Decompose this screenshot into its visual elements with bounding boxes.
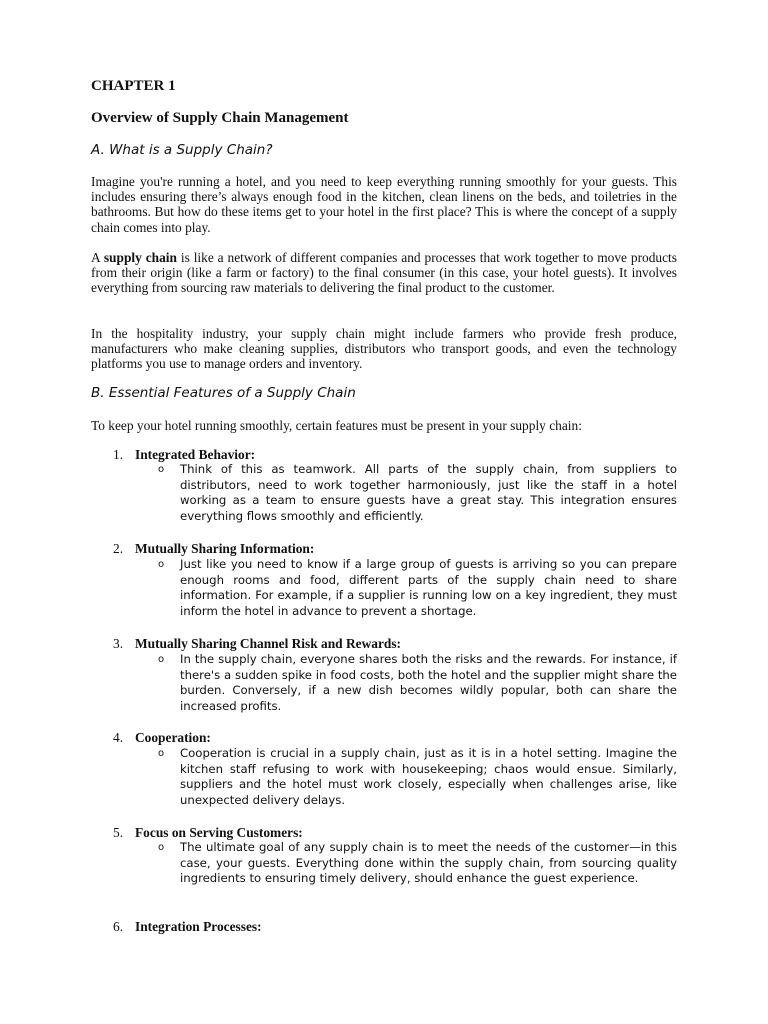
list-item-text: Cooperation is crucial in a supply chain, just as it is in a hotel setting. Imagine the kitchen staff refusing to work with housekeeping; chaos would ensue. Similarly, suppliers and the hotel must work closely, especially when challenges arise, like unexpected delivery delays.	[180, 746, 677, 808]
bullet-icon: o	[158, 748, 165, 759]
list-item-title	[113, 636, 401, 652]
list-item-text: In the supply chain, everyone shares both the risks and the rewards. For instance, if there's a sudden spike in food costs, both the hotel and the supplier might share the burden. Conversely, if a new dish becomes wildly popular, both can share the increased profits.	[180, 652, 677, 714]
bullet-icon: o	[158, 559, 165, 570]
list-item-heading: Mutually Sharing Channel Risk and Rewards:	[135, 636, 402, 651]
list-item-number: 4.	[113, 730, 124, 745]
list-item-number: 2.	[113, 541, 124, 556]
paragraph-2-rest: is like a network of different companies and processes that work together to move products from their origin (like a farm or factory) to the final consumer (in this case, your hotel guests). It involves everything from sourcing raw materials to delivering the final product to the customer.	[91, 250, 677, 296]
list-item-number: 5.	[113, 825, 124, 840]
section-b-heading: B. Essential Features of a Supply Chain	[91, 385, 356, 401]
list-item-number: 6.	[113, 919, 124, 934]
list-item-heading: Integration Processes:	[135, 919, 262, 934]
list-item-text: The ultimate goal of any supply chain is to meet the needs of the customer—in this case, your guests. Everything done within the supply chain, from sourcing quality ingredients to ensuring timely delivery, should enhance the guest experience.	[180, 840, 677, 886]
page-title: Overview of Supply Chain Management	[91, 110, 349, 126]
bullet-icon: o	[158, 842, 165, 853]
section-a-paragraph-1: Imagine you're running a hotel, and you need to keep everything running smoothly for your guests. This includes ensuring there’s always enough food in the kitchen, clean linens on the beds, and toiletries in the bathrooms. But how do these items get to your hotel in the first place? This is where the concept of a supply chain comes into play.	[91, 174, 677, 235]
list-item-title	[113, 447, 255, 463]
section-a-heading: A. What is a Supply Chain?	[91, 142, 273, 158]
list-item-title	[113, 730, 211, 746]
bullet-icon: o	[158, 654, 165, 665]
section-a-paragraph-3: In the hospitality industry, your supply chain might include farmers who provide fresh produce, manufacturers who make cleaning supplies, distributors who transport goods, and even the technology platforms you use to manage orders and inventory.	[91, 326, 677, 372]
list-item-title	[113, 919, 262, 935]
list-item-title	[113, 541, 314, 557]
bullet-icon: o	[158, 464, 165, 475]
list-item-number: 1.	[113, 447, 124, 462]
list-item-number: 3.	[113, 636, 124, 651]
list-item-heading: Integrated Behavior:	[135, 447, 256, 462]
chapter-heading: CHAPTER 1	[91, 78, 176, 94]
list-item-heading: Focus on Serving Customers:	[135, 825, 303, 840]
section-b-intro: To keep your hotel running smoothly, certain features must be present in your supply chain:	[91, 418, 582, 433]
list-item-text: Just like you need to know if a large group of guests is arriving so you can prepare enough rooms and food, different parts of the supply chain need to share information. For example, if a supplier is running low on a key ingredient, they must inform the hotel in advance to prevent a shortage.	[180, 557, 677, 619]
section-a-paragraph-2	[91, 250, 677, 296]
supply-chain-term: supply chain	[103, 250, 177, 265]
list-item-heading: Mutually Sharing Information:	[135, 541, 315, 556]
list-item-heading: Cooperation:	[135, 730, 211, 745]
paragraph-2-prefix: A	[91, 250, 104, 265]
list-item-text: Think of this as teamwork. All parts of the supply chain, from suppliers to distributors, need to work together harmoniously, just like the staff in a hotel working as a team to ensure guests have a great stay. This integration ensures everything flows smoothly and efficiently.	[180, 462, 677, 524]
list-item-title	[113, 825, 303, 841]
